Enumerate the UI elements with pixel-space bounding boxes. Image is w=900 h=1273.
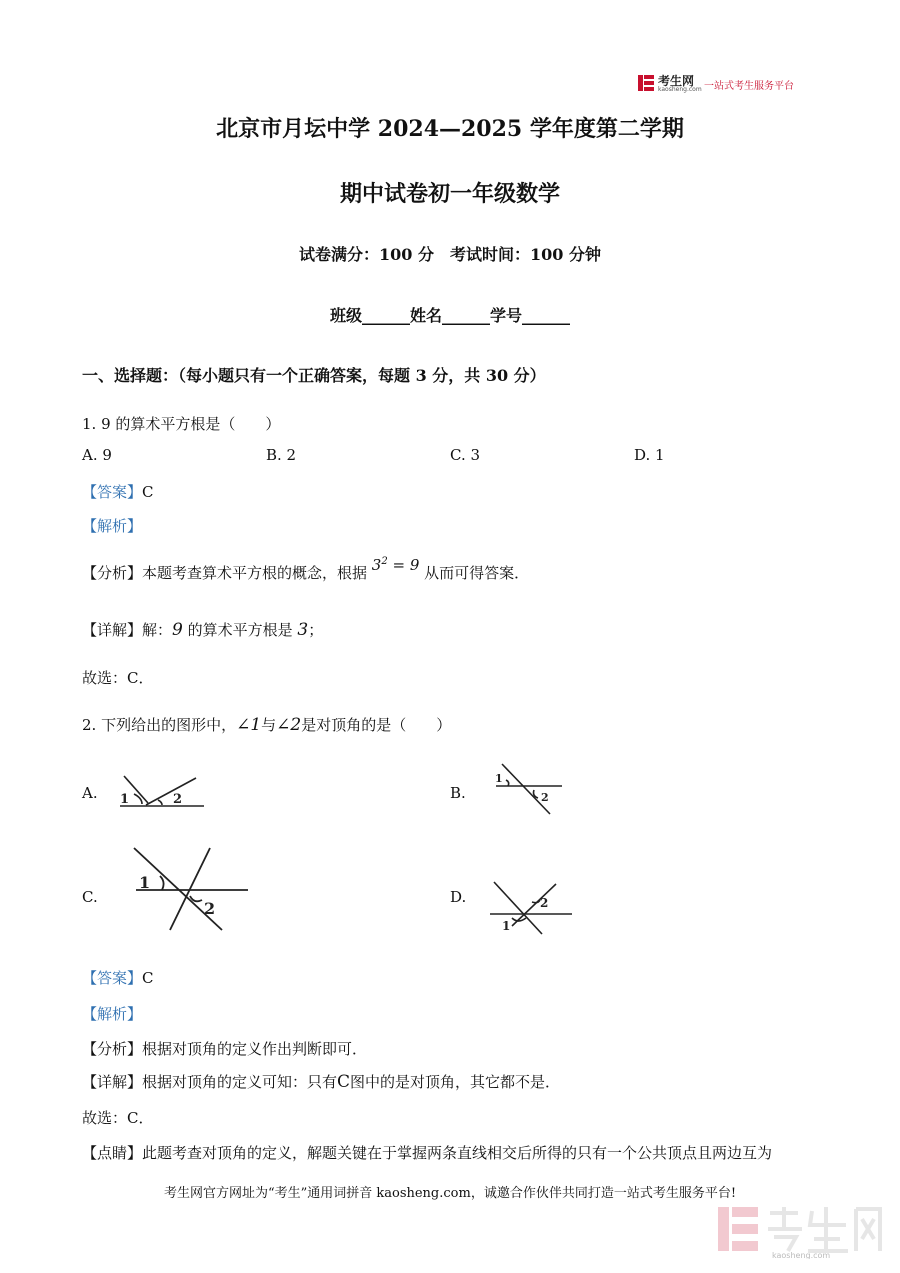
q2-option-b-label: B.: [450, 784, 466, 802]
angle-2: ∠2: [276, 715, 302, 735]
fig-b-label-2: 2: [541, 791, 549, 804]
figure-b: [488, 760, 568, 818]
answer-value: C: [142, 969, 154, 987]
logo-slogan: 一站式考生服务平台: [704, 81, 794, 92]
q1-option-d: D. 1: [634, 446, 665, 464]
figure-d: [486, 876, 576, 938]
q2-option-a-label: A.: [82, 784, 98, 802]
math-exponent: 2: [381, 556, 388, 567]
fenxi-tag: 【分析】: [82, 1040, 143, 1058]
q1-answer: [82, 481, 154, 502]
q2-stem: [82, 714, 451, 735]
angle-1: ∠1: [236, 715, 262, 735]
xiangjie-number: 9: [172, 620, 183, 640]
logo-domain: kaosheng.com: [658, 86, 702, 93]
xiangjie-value: 3: [297, 620, 309, 640]
q1-fenxi: [82, 556, 530, 583]
q1-analysis-tag: 【解析】: [82, 517, 143, 535]
section-heading: 一、选择题：（每小题只有一个正确答案，每题 3 分，共 30 分）: [82, 366, 546, 385]
math-rest: = 9: [387, 556, 420, 574]
q2-option-c-label: C.: [82, 888, 98, 906]
stem-pre: 2. 下列给出的图形中，: [82, 716, 237, 734]
stem-post: 是对顶角的是（ ）: [301, 716, 452, 734]
fenxi-text-pre: 本题考查算术平方根的概念，根据: [142, 564, 372, 582]
math-base: 3: [371, 556, 382, 574]
page-subtitle: 期中试卷初一年级数学: [339, 181, 560, 207]
kaosheng-logo-icon: [637, 74, 655, 92]
fig-a-label-2: 2: [173, 792, 183, 807]
xiangjie-post: ；: [308, 621, 324, 639]
fig-c-label-2: 2: [204, 899, 216, 918]
fig-b-label-1: 1: [495, 772, 503, 785]
fig-c-label-1: 1: [139, 873, 151, 892]
q1-xiangjie: [82, 619, 323, 640]
exam-info: 试卷满分：100 分 考试时间：100 分钟: [299, 245, 601, 264]
q1-option-b: B. 2: [266, 446, 297, 464]
fenxi-text-post: 从而可得答案．: [419, 564, 530, 582]
brand-logo: [637, 71, 807, 97]
watermark-domain: kaosheng.com: [772, 1251, 831, 1259]
q2-xiangjie: [82, 1071, 560, 1092]
xiangjie-tag: 【详解】: [82, 621, 143, 639]
fig-a-label-1: 1: [120, 792, 130, 807]
page-footer: 考生网官方网址为“考生”通用词拼音 kaosheng.com，诚邀合作伙伴共同打造一站式考生服务平台!: [163, 1186, 737, 1201]
stem-mid: 与: [261, 716, 277, 734]
q2-fenxi: [82, 1038, 367, 1059]
xiangjie-pre: 根据对顶角的定义可知：只有: [142, 1073, 338, 1091]
q2-choice: 故选：C．: [82, 1109, 154, 1127]
fenxi-tag: 【分析】: [82, 564, 143, 582]
fig-d-label-1: 1: [502, 919, 511, 933]
fenxi-text: 根据对顶角的定义作出判断即可．: [142, 1040, 368, 1058]
xiangjie-pre: 解：: [142, 621, 173, 639]
watermark-logo-icon: [714, 1199, 884, 1259]
student-fields: 班级______姓名______学号______: [329, 306, 570, 325]
fenxi-math: [372, 556, 420, 574]
fig-d-label-2: 2: [540, 896, 549, 910]
q1-option-c: C. 3: [450, 446, 481, 464]
dianjing-tag: 【点睛】: [82, 1144, 143, 1162]
logo-text: 考生网: [658, 74, 695, 88]
q1-stem: 1. 9 的算术平方根是（ ）: [82, 415, 281, 433]
q2-option-d-label: D.: [450, 888, 467, 906]
q1-option-a: A. 9: [82, 446, 112, 464]
q1-choice: 故选：C．: [82, 669, 154, 687]
xiangjie-tag: 【详解】: [82, 1073, 143, 1091]
xiangjie-c: C: [337, 1072, 351, 1092]
figure-c: [128, 842, 253, 934]
q2-dianjing: [82, 1142, 772, 1163]
xiangjie-post: 图中的是对顶角，其它都不是．: [350, 1073, 561, 1091]
answer-tag: 【答案】: [82, 969, 143, 987]
dianjing-text: 此题考查对顶角的定义，解题关键在于掌握两条直线相交后所得的只有一个公共顶点且两边互为: [142, 1144, 773, 1162]
page-title: 北京市月坛中学 2024—2025 学年度第二学期: [216, 116, 684, 142]
figure-a: [112, 770, 212, 815]
q2-analysis-tag: 【解析】: [82, 1005, 143, 1023]
answer-value: C: [142, 483, 154, 501]
q2-answer: [82, 967, 154, 988]
answer-tag: 【答案】: [82, 483, 143, 501]
xiangjie-mid: 的算术平方根是: [182, 621, 298, 639]
